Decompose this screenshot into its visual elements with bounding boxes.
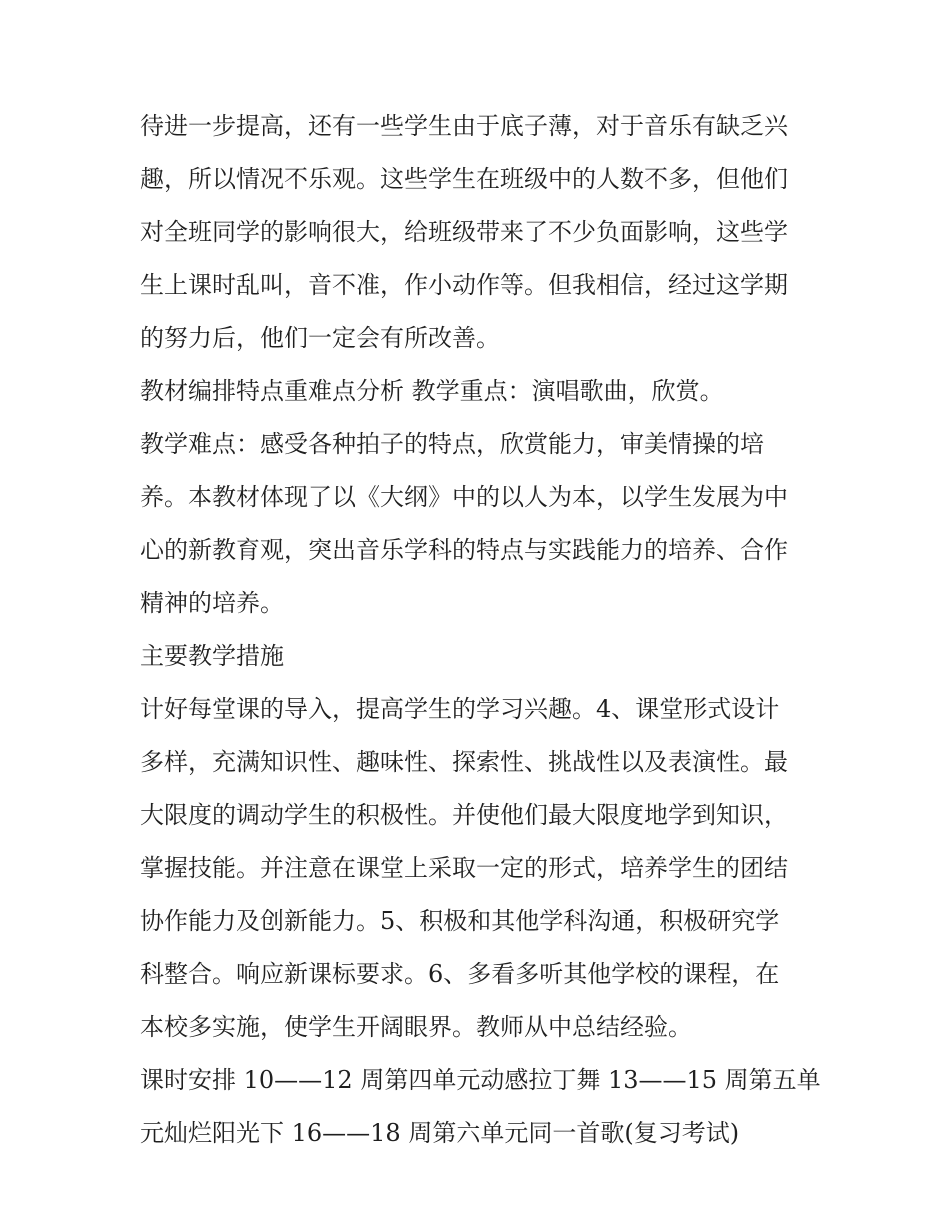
text-line-14: 大限度的调动学生的积极性。并使他们最大限度地学到知识， bbox=[140, 801, 788, 829]
text-line-8: 养。本教材体现了以《大纲》中的以人为本，以学生发展为中 bbox=[140, 483, 788, 511]
text-line-2: 趣，所以情况不乐观。这些学生在班级中的人数不多，但他们 bbox=[140, 165, 788, 193]
text-line-10: 精神的培养。 bbox=[140, 589, 284, 617]
text-line-4: 生上课时乱叫，音不准，作小动作等。但我相信，经过这学期 bbox=[140, 271, 788, 299]
text-line-7: 教学难点：感受各种拍子的特点，欣赏能力，审美情操的培 bbox=[140, 430, 764, 458]
text-line-16: 协作能力及创新能力。5、积极和其他学科沟通，积极研究学 bbox=[140, 907, 780, 935]
text-line-18: 本校多实施，使学生开阔眼界。教师从中总结经验。 bbox=[140, 1013, 692, 1041]
text-line-3: 对全班同学的影响很大，给班级带来了不少负面影响，这些学 bbox=[140, 218, 788, 246]
text-line-1: 待进一步提高，还有一些学生由于底子薄，对于音乐有缺乏兴 bbox=[140, 112, 788, 140]
text-line-19: 课时安排 10——12 周第四单元动感拉丁舞 13——15 周第五单 bbox=[140, 1066, 821, 1094]
text-line-12: 计好每堂课的导入，提高学生的学习兴趣。4、课堂形式设计 bbox=[140, 695, 780, 723]
text-line-17: 科整合。响应新课标要求。6、多看多听其他学校的课程，在 bbox=[140, 960, 780, 988]
text-line-6: 教材编排特点重难点分析 教学重点：演唱歌曲，欣赏。 bbox=[140, 377, 724, 405]
text-line-15: 掌握技能。并注意在课堂上采取一定的形式，培养学生的团结 bbox=[140, 854, 788, 882]
text-line-5: 的努力后，他们一定会有所改善。 bbox=[140, 324, 500, 352]
text-line-13: 多样，充满知识性、趣味性、探索性、挑战性以及表演性。最 bbox=[140, 748, 788, 776]
text-line-20: 元灿烂阳光下 16——18 周第六单元同一首歌(复习考试) bbox=[140, 1119, 740, 1147]
section-heading: 主要教学措施 bbox=[140, 642, 284, 670]
document-body bbox=[140, 100, 830, 1160]
text-line-9: 心的新教育观，突出音乐学科的特点与实践能力的培养、合作 bbox=[140, 536, 788, 564]
